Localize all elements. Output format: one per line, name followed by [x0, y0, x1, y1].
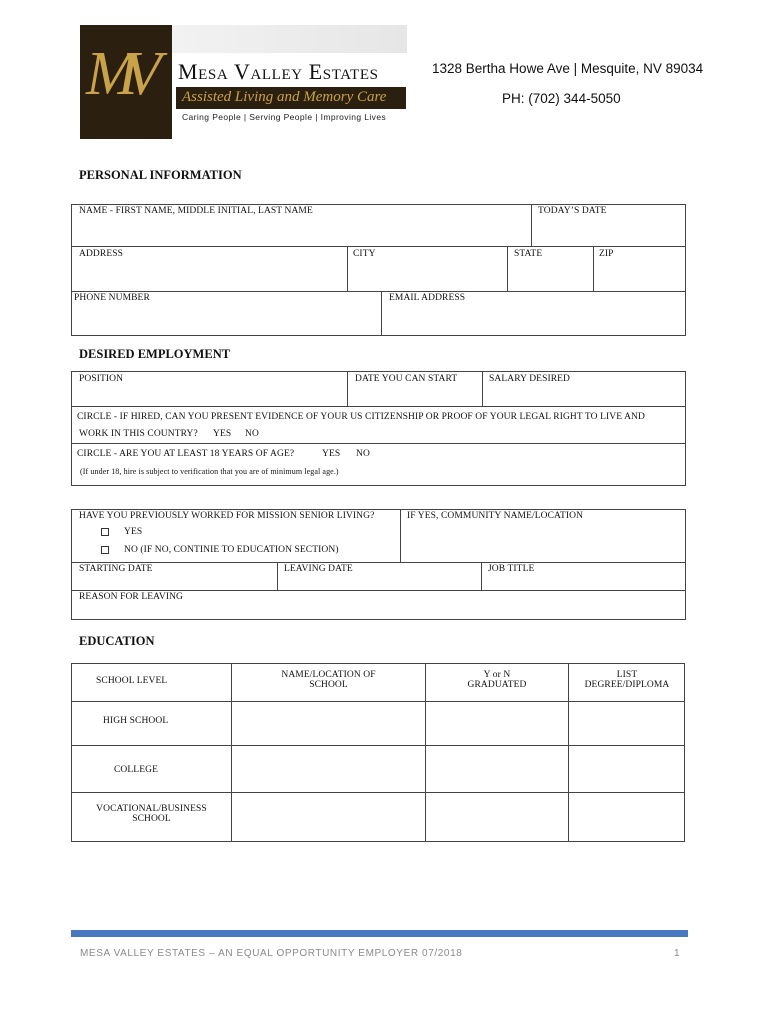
- divider: [71, 291, 686, 292]
- divider: [71, 406, 686, 407]
- col-graduated: [426, 670, 568, 690]
- divider: [531, 204, 532, 246]
- divider: [277, 562, 278, 590]
- logo-mark-strip: [172, 25, 407, 53]
- state-label: STATE: [514, 249, 543, 259]
- leaving-date-label: LEAVING DATE: [284, 564, 353, 574]
- col-school-level: SCHOOL LEVEL: [96, 676, 168, 686]
- starting-date-field[interactable]: [74, 576, 275, 588]
- previous-no-label: NO (IF NO, CONTINIE TO EDUCATION SECTION): [124, 545, 339, 555]
- college-degree-field[interactable]: [571, 748, 683, 790]
- brand-name: Mesa Valley Estates: [178, 59, 379, 84]
- position-label: POSITION: [79, 374, 124, 384]
- reason-label: REASON FOR LEAVING: [79, 592, 184, 602]
- logo: [80, 25, 407, 139]
- age-no[interactable]: NO: [356, 449, 370, 459]
- divider: [71, 443, 686, 444]
- job-title-label: JOB TITLE: [488, 564, 535, 574]
- previous-yes-label: YES: [124, 527, 143, 537]
- leaving-date-field[interactable]: [280, 576, 479, 588]
- education-heading: EDUCATION: [79, 634, 155, 648]
- community-field[interactable]: [403, 524, 684, 560]
- salary-label: SALARY DESIRED: [489, 374, 571, 384]
- citizenship-question: CIRCLE - IF HIRED, CAN YOU PRESENT EVIDENCE OF YOUR US CITIZENSHIP OR PROOF OF YOUR LEGAL RIGHT TO LIVE AND: [77, 412, 645, 422]
- phone-prefix: PH:: [502, 91, 525, 106]
- logo-monogram: MV: [86, 40, 148, 108]
- age-note: (If under 18, hire is subject to verification that you are of minimum legal age.): [80, 467, 339, 476]
- employment-heading: DESIRED EMPLOYMENT: [79, 347, 231, 361]
- phone-field[interactable]: [74, 306, 379, 334]
- date-field[interactable]: [534, 219, 684, 244]
- zip-label: ZIP: [599, 249, 614, 259]
- college-name-field[interactable]: [234, 748, 423, 790]
- row-high-school: HIGH SCHOOL: [103, 716, 169, 726]
- col-degree-line1: LIST: [616, 670, 638, 680]
- city-label: CITY: [353, 249, 376, 259]
- logo-monogram-box: [80, 25, 172, 139]
- divider: [347, 371, 348, 406]
- email-label: EMAIL ADDRESS: [389, 293, 466, 303]
- starting-date-label: STARTING DATE: [79, 564, 153, 574]
- name-label: NAME - FIRST NAME, MIDDLE INITIAL, LAST NAME: [79, 206, 313, 216]
- city-field[interactable]: [350, 262, 505, 289]
- high-school-degree-field[interactable]: [571, 704, 683, 743]
- col-graduated-line2: GRADUATED: [467, 680, 527, 690]
- col-school-name-line2: SCHOOL: [309, 680, 348, 690]
- community-label: IF YES, COMMUNITY NAME/LOCATION: [407, 511, 584, 521]
- email-field[interactable]: [384, 306, 684, 334]
- address-label: ADDRESS: [79, 249, 123, 259]
- college-graduated-field[interactable]: [428, 748, 566, 790]
- vocational-name-field[interactable]: [234, 795, 423, 840]
- col-degree-line2: DEGREE/DIPLOMA: [584, 680, 670, 690]
- brand-tagline: Caring People | Serving People | Improving Lives: [182, 112, 387, 122]
- address-field[interactable]: [74, 262, 345, 289]
- divider: [71, 562, 686, 563]
- previous-yes-checkbox[interactable]: [101, 528, 109, 536]
- divider: [71, 792, 685, 793]
- company-phone: [502, 91, 621, 106]
- col-degree: [569, 670, 685, 690]
- citizenship-yes[interactable]: YES: [213, 429, 232, 439]
- high-school-graduated-field[interactable]: [428, 704, 566, 743]
- row-vocational: [72, 804, 231, 824]
- divider: [347, 246, 348, 291]
- row-college: COLLEGE: [114, 765, 158, 775]
- divider: [71, 590, 686, 591]
- start-date-label: DATE YOU CAN START: [355, 374, 458, 384]
- high-school-name-field[interactable]: [234, 704, 423, 743]
- age-yes[interactable]: YES: [322, 449, 341, 459]
- name-field[interactable]: [74, 219, 529, 244]
- footer-bar: [71, 930, 688, 937]
- start-date-field[interactable]: [350, 387, 480, 404]
- page-number: 1: [674, 948, 680, 959]
- row-vocational-line2: SCHOOL: [132, 814, 171, 824]
- date-label: TODAY’S DATE: [538, 206, 607, 216]
- divider: [507, 246, 508, 291]
- job-title-field[interactable]: [484, 576, 684, 588]
- phone-number: (702) 344-5050: [528, 91, 621, 106]
- divider: [481, 562, 482, 590]
- phone-label: PHONE NUMBER: [74, 293, 150, 303]
- divider: [71, 745, 685, 746]
- zip-field[interactable]: [596, 262, 684, 289]
- vocational-degree-field[interactable]: [571, 795, 683, 840]
- divider: [593, 246, 594, 291]
- col-school-name: [232, 670, 425, 690]
- previous-question: HAVE YOU PREVIOUSLY WORKED FOR MISSION SENIOR LIVING?: [79, 511, 375, 521]
- state-field[interactable]: [510, 262, 591, 289]
- position-field[interactable]: [74, 387, 345, 404]
- previous-no-checkbox[interactable]: [101, 546, 109, 554]
- brand-sub: Assisted Living and Memory Care: [182, 89, 387, 105]
- col-graduated-line1: Y or N: [483, 670, 511, 680]
- vocational-graduated-field[interactable]: [428, 795, 566, 840]
- divider: [482, 371, 483, 406]
- age-question: CIRCLE - ARE YOU AT LEAST 18 YEARS OF AGE?: [77, 449, 295, 459]
- divider: [381, 291, 382, 336]
- col-school-name-line1: NAME/LOCATION OF: [281, 670, 376, 680]
- row-vocational-line1: VOCATIONAL/BUSINESS: [96, 804, 207, 814]
- citizenship-question-cont: WORK IN THIS COUNTRY?: [79, 429, 198, 439]
- divider: [400, 509, 401, 562]
- citizenship-no[interactable]: NO: [245, 429, 259, 439]
- divider: [71, 701, 685, 702]
- brand-sub-bar: [176, 87, 406, 109]
- footer-text: MESA VALLEY ESTATES – AN EQUAL OPPORTUNITY EMPLOYER 07/2018: [80, 948, 463, 959]
- reason-field[interactable]: [74, 604, 684, 618]
- personal-heading: PERSONAL INFORMATION: [79, 168, 242, 182]
- salary-field[interactable]: [485, 387, 684, 404]
- company-address: 1328 Bertha Howe Ave | Mesquite, NV 89034: [432, 61, 704, 76]
